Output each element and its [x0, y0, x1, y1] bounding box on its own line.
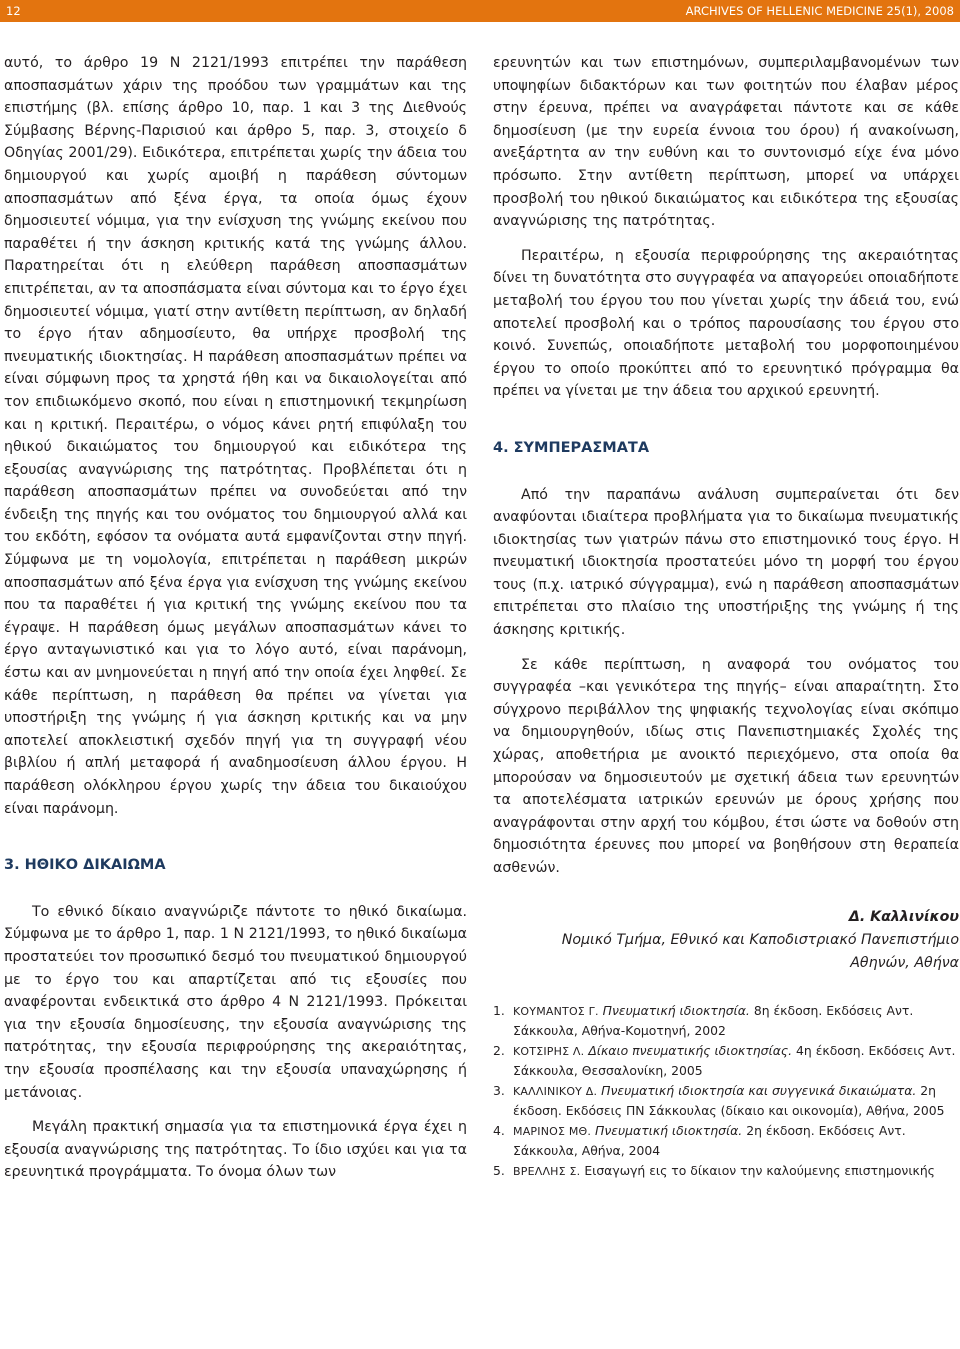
body-paragraph: Περαιτέρω, η εξουσία περιφρούρησης της ακεραιότητας δίνει τη δυνατότητα στο συγγραφέα να απαγορεύει οποιαδήποτε μεταβολή του έργου του που γίνεται χωρίς την άδειά του, ενώ αποτελεί προσβολή και ο τρόπος παρουσίασης του έργου στο κοινό. Συνεπώς, οποιαδήποτε μεταβολή του μορφοποιημένου έργου το οποίο προκύπτει από το ερευνητικό πρόγραμμα θα πρέπει να γίνεται με την άδεια του αρχικού ερευνητή. [493, 247, 959, 400]
reference-author: ΜΑΡΙΝΟΣ ΜΘ. [513, 1124, 592, 1138]
right-column [493, 52, 959, 1181]
reference-author: ΚΑΛΛΙΝΙΚΟΥ Δ. [513, 1084, 598, 1098]
section-heading-conclusions: 4. ΣΥΜΠΕΡΑΣΜΑΤΑ [493, 439, 650, 456]
section-heading-ethical-right: 3. ΗΘΙΚΟ ΔΙΚΑΙΩΜΑ [4, 857, 166, 874]
reference-title: Πνευματική ιδιοκτησία. [602, 1002, 750, 1018]
body-paragraph: ερευνητών και των επιστημόνων, συμπεριλαμβανομένων των υποψηφίων διδακτόρων και των φοιτητών που έλαβαν μέρος στην έρευνα, πρέπει να αναγράφεται πάντοτε και σε κάθε δημοσίευση (με την ευρεία έννοια του όρου) ή ανακοίνωση, ανεξάρτητα αν την ευθύνη και το συντονισμό είχε ένα μόνο πρόσωπο. Στην αντίθετη περίπτωση, μπορεί να υπάρχει προσβολή του ηθικού δικαιώματος και ειδικότερα της εξουσίας αναγνώρισης της πατρότητας. [493, 55, 959, 230]
reference-item [493, 1121, 959, 1161]
reference-number: 4. [493, 1122, 505, 1138]
reference-item [493, 1001, 959, 1041]
journal-reference: ARCHIVES OF HELLENIC MEDICINE 25(1), 2008 [685, 4, 954, 18]
body-paragraph: αυτό, το άρθρο 19 Ν 2121/1993 επιτρέπει την παράθεση αποσπασμάτων χάριν της προόδου των γραμμάτων και της επιστήμης (βλ. επίσης άρθρο 10, παρ. 1 και 3 της Διεθνούς Σύμβασης Βέρνης-Παρισιού και άρθρο 5, παρ. 3, στοιχείο δ Οδηγίας 2001/29). Ειδικότερα, επιτρέπεται χωρίς την άδεια του δημιουργού και χωρίς αμοιβή η παράθεση σύντομων αποσπασμάτων από ξένα έργα, τα οποία όμως έχουν δημοσιευτεί νόμιμα, για την ενίσχυση της γνώμης εκείνου που παραθέτει ή την άσκηση κριτικής κατά της γνώμης άλλου. Παρατηρείται ότι η ελεύθερη παράθεση αποσπασμάτων επιτρέπεται, αν τα αποσπάσματα είναι σύντομα και το έργο έχει δημοσιευτεί νόμιμα, γιατί στην αντίθετη περίπτωση, αν δηλαδή το έργο ήταν αδημοσίευτο, θα υπήρχε προσβολή της πνευματικής ιδιοκτησίας. Η παράθεση αποσπασμάτων πρέπει να είναι σύμφωνη προς τα χρηστά ήθη και να δικαιολογείται από τον επιδιωκόμενο σκοπό, που είναι η επιστημονική τεκμηρίωση και η κριτική. Περαιτέρω, ο νόμος κάνει ρητή επιφύλαξη του ηθικού δικαιώματος του δημιουργού και ειδικότερα της εξουσίας αναγνώρισης της πατρότητας. Προβλέπεται ότι η παράθεση αποσπασμάτων πρέπει να συνοδεύεται από την ένδειξη της πηγής και του ονόματος του δημιουργού αλλά και του εκδότη, εφόσον τα ονόματα αυτά εμφανίζονται στην πηγή. Σύμφωνα με τη νομολογία, επιτρέπεται η παράθεση μικρών αποσπασμάτων από ξένα έργα για ενίσχυση της γνώμης εκείνου που τα παραθέτει ή για κριτική της γνώμης εκείνου που τα έγραψε. Η παράθεση όμως μεγάλων αποσπασμάτων κάνει το έργο ανταγωνιστικό και για το λόγο αυτό, είναι παράνομη, έστω και αν μνημονεύεται η πηγή από την οποία έχει ληφθεί. Σε κάθε περίπτωση, η παράθεση θα πρέπει να γίνεται για υποστήριξη της γνώμης ή για άσκηση κριτικής και να μην αποτελεί αποκλειστική σχεδόν πηγή για τη συγγραφή νέου βιβλίου ή απλή μεταφορά ή αναδημοσίευση άλλου έργου. Η παράθεση ολόκληρου έργου χωρίς την άδεια του δικαιούχου είναι παράνομη. [4, 55, 467, 817]
page-header [0, 0, 960, 22]
body-paragraph: Σε κάθε περίπτωση, η αναφορά του ονόματος του συγγραφέα –και γενικότερα της πηγής– είναι απαραίτητη. Στο σύγχρονο περιβάλλον της ψηφιακής τεχνολογίας είναι σκόπιμο να δημιουργηθούν, ιδίως στις Πανεπιστημιακές Σχολές της χώρας, αποθετήρια με ανοικτό περιεχόμενο, στα οποία θα μπορούσαν να δημοσιευτούν με σχετική άδεια των ερευνητών τα αποτελέσματα ιατρικών ερευνών με όρους χρήσης που αναγράφονται στην αρχή του κόμβου, έτσι ώστε να δοθούν στη δημοσιότητα έρευνες που μπορεί να βοηθήσουν στη θεραπεία ασθενών. [493, 656, 959, 876]
reference-item [493, 1041, 959, 1081]
body-paragraph: Μεγάλη πρακτική σημασία για τα επιστημονικά έργα έχει η εξουσία αναγνώρισης της πατρότητας. Το ίδιο ισχύει και για τα ερευνητικά προγράμματα. Το όνομα όλων των [4, 1119, 467, 1181]
reference-number: 1. [493, 1002, 505, 1018]
author-signature [493, 906, 959, 975]
reference-details: Εισαγωγή εις το δίκαιον την καλούμενης επιστημονικής [584, 1162, 935, 1178]
page-number: 12 [6, 4, 21, 18]
reference-author: ΒΡΕΛΛΗΣ Σ. [513, 1164, 581, 1178]
body-paragraph: Το εθνικό δίκαιο αναγνώριζε πάντοτε το ηθικό δικαίωμα. Σύμφωνα με το άρθρο 1, παρ. 1 Ν 2121/1993, το ηθικό δικαίωμα προστατεύει τον προσωπικό δεσμό του πνευματικού δημιουργού με το έργο του και απαρτίζεται από τις εξουσίες που αναφέρονται ενδεικτικά στο άρθρο 4 Ν 2121/1993. Πρόκειται για την εξουσία δημοσίευσης, την εξουσία αναγνώρισης της πατρότητας, την εξουσία περιφρούρησης της ακεραιότητας, την εξουσία προσπέλασης και την εξουσία υπαναχώρησης ή μετάνοιας. [4, 903, 467, 1101]
author-name: Δ. Καλλινίκου [848, 908, 959, 925]
author-location: Αθηνών, Αθήνα [850, 954, 959, 971]
reference-number: 5. [493, 1162, 505, 1178]
reference-item [493, 1081, 959, 1121]
reference-title: Πνευματική ιδιοκτησία. [595, 1122, 743, 1138]
reference-author: ΚΟΤΣΙΡΗΣ Λ. [513, 1044, 585, 1058]
reference-title: Δίκαιο πνευματικής ιδιοκτησίας. [588, 1042, 793, 1058]
reference-author: ΚΟΥΜΑΝΤΟΣ Γ. [513, 1004, 599, 1018]
reference-details: 2η έκδοση. Εκδόσεις Αντ. Σάκκουλα, Αθήνα, 2004 [513, 1122, 906, 1159]
left-column [4, 52, 467, 1184]
reference-details: 4η έκδοση. Εκδόσεις Αντ. Σάκκουλα, Θεσσαλονίκη, 2005 [513, 1042, 956, 1079]
reference-details: 8η έκδοση. Εκδόσεις Αντ. Σάκκουλα, Αθήνα-Κομοτηνή, 2002 [513, 1002, 914, 1039]
reference-title: Πνευματική ιδιοκτησία και συγγενικά δικαιώματα. [601, 1082, 917, 1098]
reference-details: 2η έκδοση. Εκδόσεις ΠΝ Σάκκουλας (δίκαιο και οικονομία), Αθήνα, 2005 [513, 1082, 945, 1119]
reference-item [493, 1161, 959, 1182]
reference-number: 2. [493, 1042, 505, 1058]
reference-number: 3. [493, 1082, 505, 1098]
author-affiliation: Νομικό Τμήμα, Εθνικό και Καποδιστριακό Πανεπιστήμιο [561, 931, 959, 948]
body-paragraph: Από την παραπάνω ανάλυση συμπεραίνεται ότι δεν αναφύονται ιδιαίτερα προβλήματα για το δικαίωμα πνευματικής ιδιοκτησίας των γιατρών πάνω στο επιστημονικό τους έργο. Η πνευματική ιδιοκτησία προστατεύει μόνο τη μορφή του έργου τους (π.χ. ιατρικό σύγγραμμα), ενώ η παράθεση αποσπασμάτων επιτρέπεται στο πλαίσιο της υποστήριξης της γνώμης ή της άσκησης κριτικής. [493, 486, 959, 639]
reference-list [493, 1001, 959, 1182]
